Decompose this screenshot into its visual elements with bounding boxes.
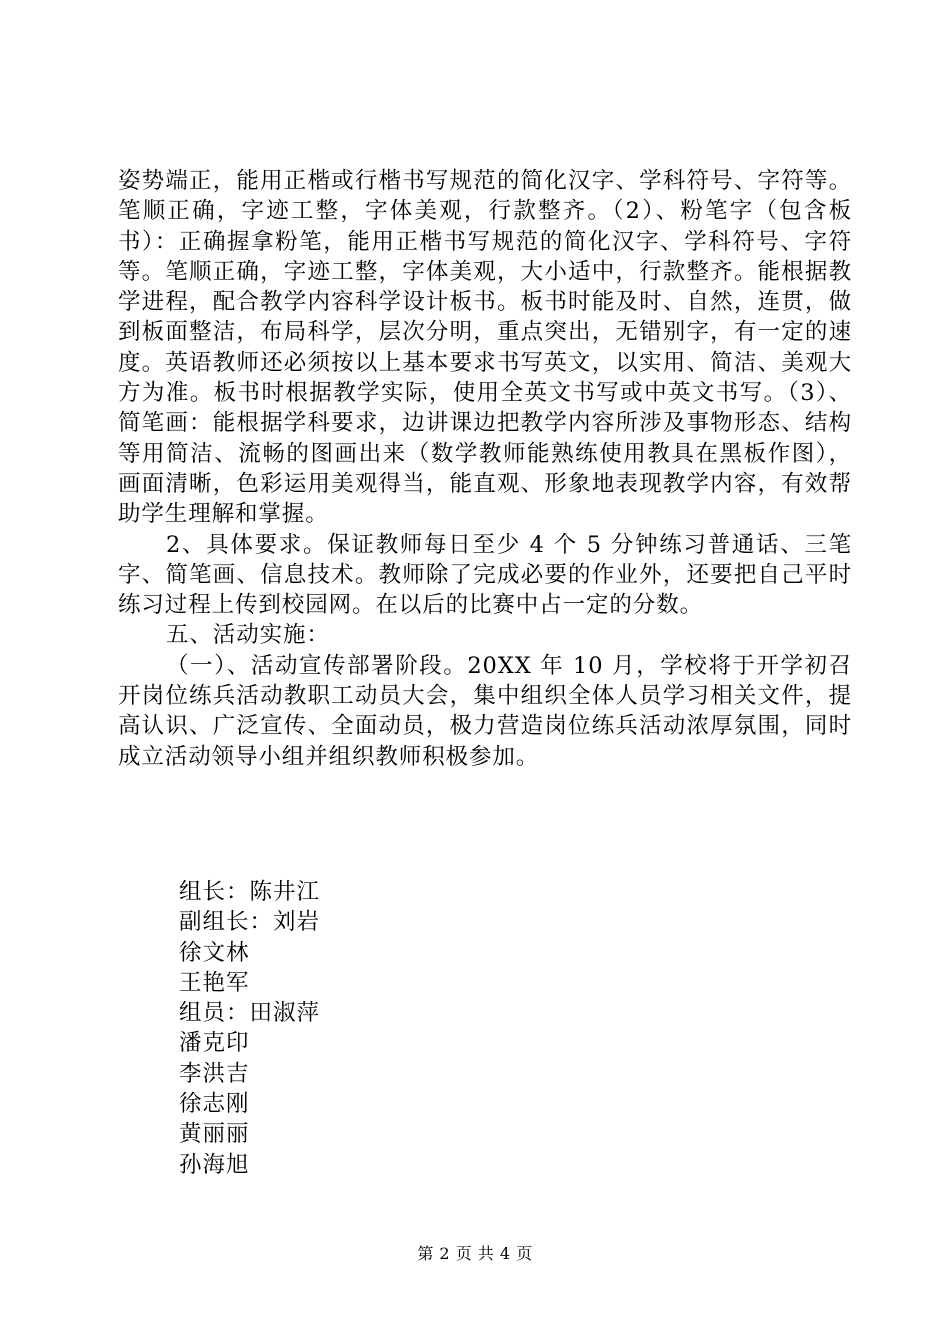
paragraph-specific-requirements: 2、具体要求。保证教师每日至少 4 个 5 分钟练习普通话、三笔字、简笔画、信息技术。教师除了完成必要的作业外，还要把自己平时练习过程上传到校园网。在以后的比赛中占一定的分数。 [118,531,852,619]
list-item: 潘克印 [179,1030,250,1057]
page-number-footer: 第 2 页 共 4 页 [417,1244,533,1263]
list-item: 黄丽丽 [179,1121,250,1148]
list-item: 王艳军 [179,969,250,996]
list-item: 徐文林 [179,939,250,966]
list-item: 李洪吉 [179,1060,250,1087]
deputy-group-leader: 副组长：刘岩 [179,909,321,936]
section-heading-implementation: 五、活动实施： [166,622,330,649]
paragraph-requirements-writing: 姿势端正，能用正楷或行楷书写规范的简化汉字、学科符号、字符等。笔顺正确，字迹工整，字体美观，行款整齐。（2）、粉笔字（包含板书）：正确握拿粉笔，能用正楷书写规范的简化汉字、学科符号、字符等。笔顺正确，字迹工整，字体美观，大小适中，行款整齐。能根据教学进程，配合教学内容科学设计板书。板书时能及时、自然，连贯，做到板面整洁，布局科学，层次分明，重点突出，无错别字，有一定的速度。英语教师还必须按以上基本要求书写英文，以实用、简洁、美观大方为准。板书时根据教学实际，使用全英文书写或中英文书写。（3）、简笔画：能根据学科要求，边讲课边把教学内容所涉及事物形态、结构等用简洁、流畅的图画出来（数学教师能熟练使用教具在黑板作图），画面清晰，色彩运用美观得当，能直观、形象地表现教学内容，有效帮助学生理解和掌握。 [118,168,852,528]
group-leader: 组长：陈井江 [179,879,321,905]
document-body [118,166,852,772]
list-item: 徐志刚 [179,1091,250,1118]
list-item: 孙海旭 [179,1151,250,1178]
paragraph-publicity-stage: （一）、活动宣传部署阶段。20XX 年 10 月，学校将于开学初召开岗位练兵活动教职工动员大会，集中组织全体人员学习相关文件，提高认识、广泛宣传、全面动员，极力营造岗位练兵活动浓厚氛围，同时成立活动领导小组并组织教师积极参加。 [118,652,852,770]
group-members-label: 组员：田淑萍 [179,1000,321,1027]
leadership-group-list [179,877,579,1180]
